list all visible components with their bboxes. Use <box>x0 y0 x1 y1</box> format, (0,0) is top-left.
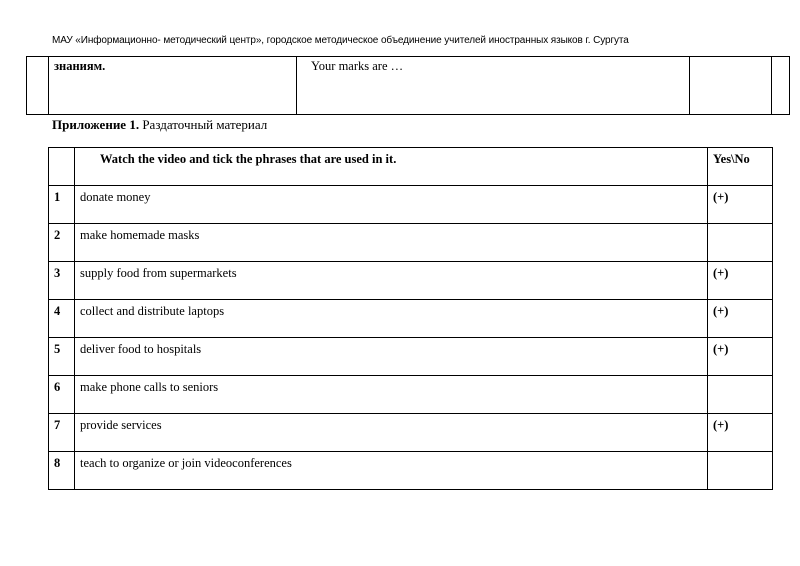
table-row <box>49 376 773 414</box>
table-row <box>49 414 773 452</box>
empty-cell <box>27 57 49 115</box>
table-row <box>49 452 773 490</box>
table-header-yesno: Yes\No <box>708 148 773 186</box>
appendix-subtitle: Раздаточный материал <box>142 117 268 132</box>
row-mark <box>708 224 773 262</box>
row-number: 5 <box>49 338 75 376</box>
empty-cell <box>772 57 790 115</box>
table-row <box>49 186 773 224</box>
empty-cell <box>690 57 772 115</box>
row-number: 6 <box>49 376 75 414</box>
row-mark <box>708 452 773 490</box>
row-mark: (+) <box>708 338 773 376</box>
appendix-title <box>52 117 267 133</box>
row-phrase: collect and distribute laptops <box>75 300 708 338</box>
row-phrase: deliver food to hospitals <box>75 338 708 376</box>
criteria-cell: знаниям. <box>49 57 297 115</box>
row-number: 8 <box>49 452 75 490</box>
table-row <box>49 224 773 262</box>
row-phrase: teach to organize or join videoconferences <box>75 452 708 490</box>
marks-cell: Your marks are … <box>297 57 690 115</box>
row-phrase: make homemade masks <box>75 224 708 262</box>
table-header-instruction: Watch the video and tick the phrases that are used in it. <box>75 148 708 186</box>
row-mark: (+) <box>708 300 773 338</box>
row-phrase: donate money <box>75 186 708 224</box>
row-phrase: make phone calls to seniors <box>75 376 708 414</box>
row-phrase: provide services <box>75 414 708 452</box>
row-number: 3 <box>49 262 75 300</box>
row-number: 7 <box>49 414 75 452</box>
row-mark: (+) <box>708 414 773 452</box>
row-number: 1 <box>49 186 75 224</box>
row-number: 4 <box>49 300 75 338</box>
table-row <box>49 262 773 300</box>
appendix-label: Приложение 1. <box>52 117 140 132</box>
table-header-row <box>49 148 773 186</box>
row-phrase: supply food from supermarkets <box>75 262 708 300</box>
page-header: МАУ «Информационно- методический центр», городское методическое объединение учителей иностранных языков г. Сургута <box>52 35 629 46</box>
table-row <box>49 338 773 376</box>
phrases-table <box>48 147 773 490</box>
table-row <box>49 300 773 338</box>
row-number: 2 <box>49 224 75 262</box>
empty-cell <box>49 148 75 186</box>
row-mark <box>708 376 773 414</box>
row-mark: (+) <box>708 262 773 300</box>
row-mark: (+) <box>708 186 773 224</box>
previous-table-fragment <box>26 56 790 115</box>
